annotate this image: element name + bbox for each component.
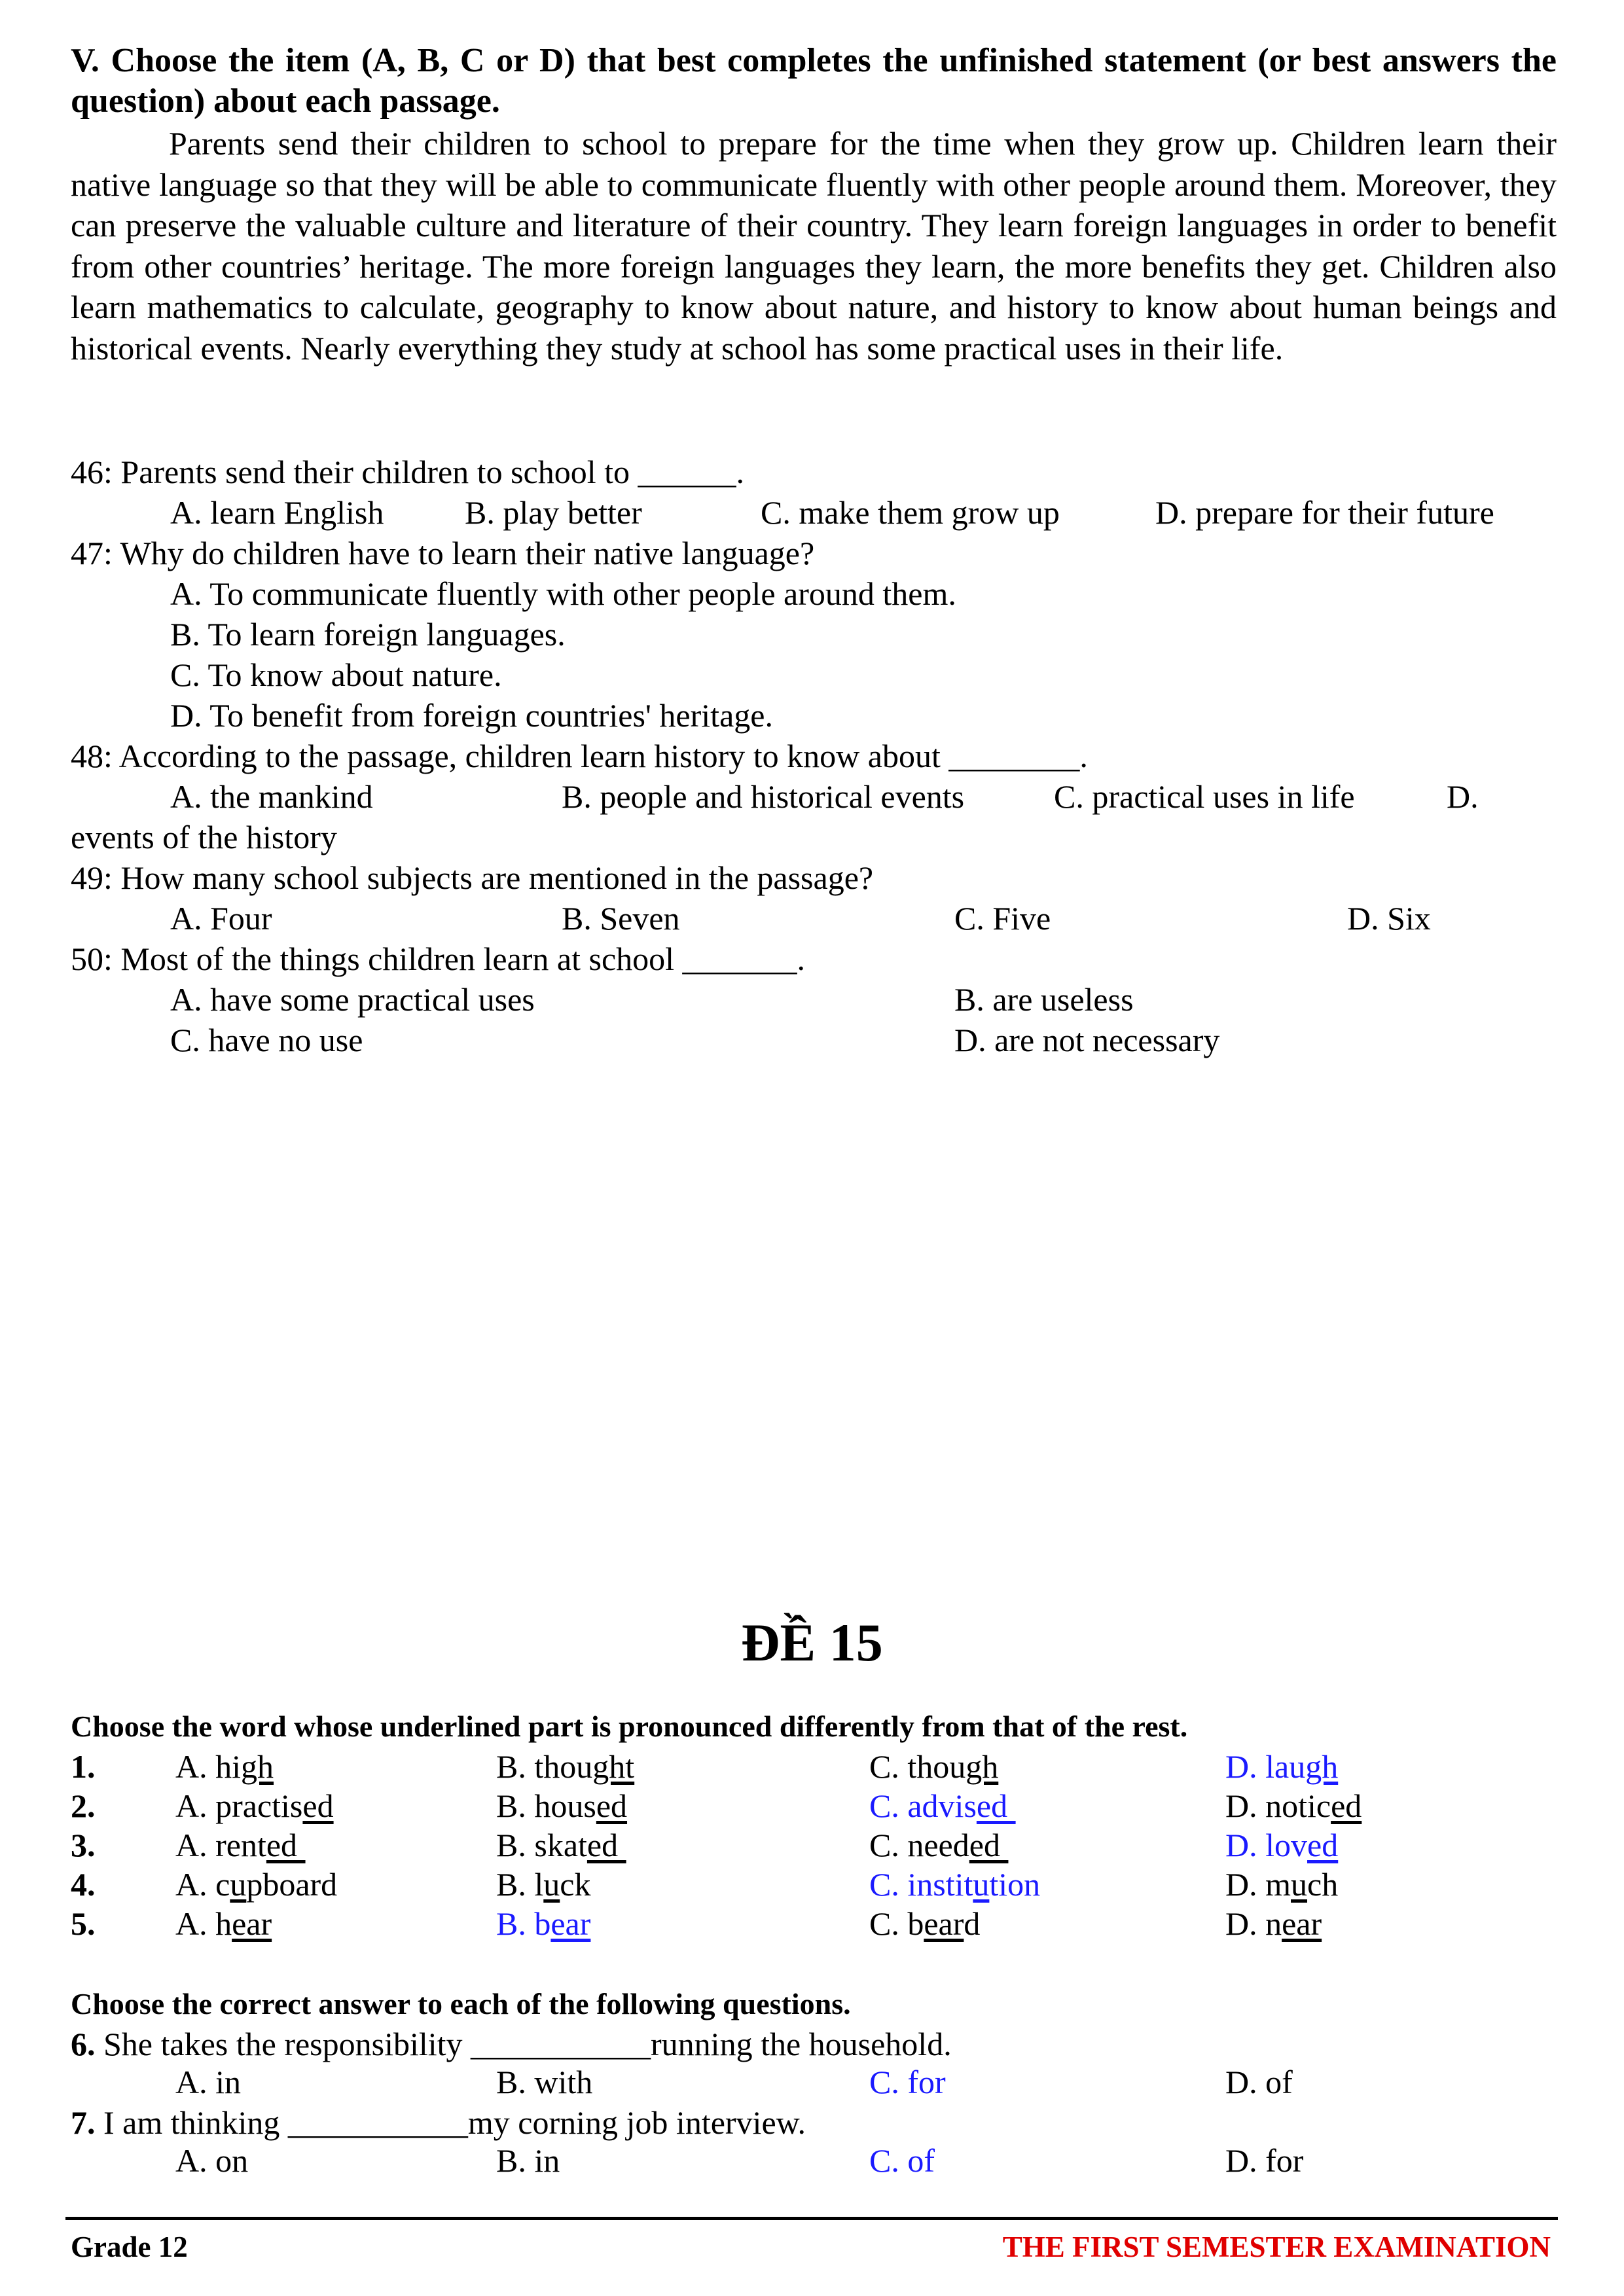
pron-q2-option-d[interactable] — [1225, 1785, 1362, 1826]
q6-option-d[interactable]: D. of — [1225, 2064, 1293, 2100]
word-rest: pboard — [246, 1866, 338, 1903]
pron-q4-option-c[interactable] — [869, 1864, 1040, 1905]
q7-option-a[interactable]: A. on — [175, 2142, 249, 2179]
option-letter: C. — [869, 1748, 908, 1785]
pron-q4-option-a[interactable] — [175, 1864, 337, 1905]
word-rest: ck — [560, 1866, 591, 1903]
underlined-part: u — [1291, 1866, 1308, 1903]
question-46-stem: 46: Parents send their children to school to ______. — [71, 454, 745, 490]
q46-option-c[interactable]: C. make them grow up — [761, 494, 1060, 531]
underlined-part: u — [973, 1866, 990, 1903]
option-letter: D. — [1225, 1866, 1266, 1903]
pron-q5-option-a[interactable] — [175, 1903, 272, 1944]
pron-q2-option-a[interactable] — [175, 1785, 334, 1826]
q49-option-d[interactable]: D. Six — [1347, 900, 1431, 937]
option-letter: D. — [1225, 1787, 1266, 1824]
pron-q1-option-a[interactable] — [175, 1746, 274, 1787]
word-base: l — [534, 1866, 544, 1903]
option-letter: A. — [175, 1866, 216, 1903]
footer-exam-name: THE FIRST SEMESTER EXAMINATION — [1002, 2231, 1551, 2263]
word-base: lau — [1265, 1748, 1306, 1785]
q6-option-b[interactable]: B. with — [496, 2064, 593, 2100]
underlined-part: ght — [592, 1748, 635, 1785]
pron-question-number: 5. — [71, 1905, 96, 1942]
underlined-part: ed — [266, 1827, 306, 1863]
word-base: b — [534, 1905, 551, 1942]
word-base: thou — [907, 1748, 966, 1785]
pron-q3-option-d[interactable] — [1225, 1825, 1338, 1865]
option-letter: C. — [869, 1866, 908, 1903]
underlined-part: ed — [586, 1827, 626, 1863]
word-base: b — [907, 1905, 924, 1942]
exam-title: ĐỀ 15 — [741, 1613, 883, 1672]
question-6-stem — [71, 2024, 952, 2064]
option-letter: D. — [1225, 1748, 1266, 1785]
question-6-number: 6. — [71, 2026, 96, 2062]
q50-option-c[interactable]: C. have no use — [170, 1022, 363, 1058]
option-letter: B. — [496, 1787, 535, 1824]
pron-q1-option-b[interactable] — [496, 1746, 634, 1787]
footer-grade: Grade 12 — [71, 2231, 188, 2263]
underlined-part: gh — [1305, 1748, 1339, 1785]
section-heading: V. Choose the item (A, B, C or D) that best completes the unfinished statement (or best answers the question) about each passage. — [71, 42, 1557, 120]
word-base: h — [215, 1905, 232, 1942]
multiple-choice-heading: Choose the correct answer to each of the following questions. — [71, 1987, 851, 2020]
pronunciation-heading: Choose the word whose underlined part is pronounced differently from that of the rest. — [71, 1710, 1188, 1743]
underlined-part: gh — [241, 1748, 274, 1785]
q47-option-a[interactable]: A. To communicate fluently with other people around them. — [170, 575, 956, 612]
q47-option-c[interactable]: C. To know about nature. — [170, 656, 502, 693]
pron-q5-option-d[interactable] — [1225, 1903, 1322, 1944]
pron-q3-option-a[interactable] — [175, 1825, 306, 1865]
q49-option-c[interactable]: C. Five — [954, 900, 1051, 937]
pron-q4-option-b[interactable] — [496, 1864, 590, 1905]
q48-option-b[interactable]: B. people and historical events — [562, 778, 965, 815]
pron-question-number: 2. — [71, 1787, 96, 1824]
underlined-part: ed — [302, 1787, 334, 1824]
underlined-part: gh — [965, 1748, 999, 1785]
option-letter: A. — [175, 1748, 216, 1785]
option-letter: A. — [175, 1905, 216, 1942]
option-letter: B. — [496, 1905, 535, 1942]
pron-question-number: 3. — [71, 1827, 96, 1863]
underlined-part: ed — [976, 1787, 1016, 1824]
question-7-text: I am thinking ___________my corning job interview. — [95, 2104, 806, 2141]
underlined-part: ed — [969, 1827, 1009, 1863]
q7-option-c[interactable]: C. of — [869, 2142, 935, 2179]
word-rest: d — [964, 1905, 981, 1942]
underlined-part: u — [543, 1866, 560, 1903]
option-letter: D. — [1225, 1827, 1266, 1863]
option-letter: B. — [496, 1748, 535, 1785]
option-letter: A. — [175, 1787, 216, 1824]
pron-q1-option-d[interactable] — [1225, 1746, 1338, 1787]
pron-q2-option-b[interactable] — [496, 1785, 627, 1826]
underlined-part: ear — [550, 1905, 591, 1942]
pron-question-number: 1. — [71, 1748, 96, 1785]
word-base: skat — [534, 1827, 587, 1863]
q48-option-d-label[interactable]: D. — [1447, 778, 1479, 815]
pron-question-number: 4. — [71, 1866, 96, 1903]
q49-option-a[interactable]: A. Four — [170, 900, 272, 937]
q50-option-a[interactable]: A. have some practical uses — [170, 981, 535, 1018]
question-48-stem: 48: According to the passage, children learn history to know about ________. — [71, 738, 1088, 774]
word-rest: ch — [1307, 1866, 1339, 1903]
pron-q5-option-b[interactable] — [496, 1903, 590, 1944]
pron-q2-option-c[interactable] — [869, 1785, 1016, 1826]
word-base: lov — [1265, 1827, 1308, 1863]
question-49-stem: 49: How many school subjects are mentioned in the passage? — [71, 859, 874, 896]
pron-q3-option-b[interactable] — [496, 1825, 626, 1865]
word-base: instit — [907, 1866, 973, 1903]
question-47-stem: 47: Why do children have to learn their native language? — [71, 535, 815, 571]
q7-option-b[interactable]: B. in — [496, 2142, 560, 2179]
q48-option-c[interactable]: C. practical uses in life — [1054, 778, 1355, 815]
option-letter: C. — [869, 1787, 908, 1824]
word-base: advis — [907, 1787, 977, 1824]
option-letter: C. — [869, 1905, 908, 1942]
q48-option-d-text[interactable]: events of the history — [71, 819, 337, 855]
word-base: n — [1265, 1905, 1282, 1942]
underlined-part: ear — [1282, 1905, 1322, 1942]
q46-option-d[interactable]: D. prepare for their future — [1155, 494, 1494, 531]
question-7-stem — [71, 2102, 806, 2143]
q47-option-b[interactable]: B. To learn foreign languages. — [170, 616, 566, 653]
underlined-part: ed — [1307, 1827, 1339, 1863]
word-rest: tion — [989, 1866, 1041, 1903]
pron-q1-option-c[interactable] — [869, 1746, 998, 1787]
word-base: thou — [534, 1748, 593, 1785]
word-base: practis — [215, 1787, 303, 1824]
pron-q3-option-c[interactable] — [869, 1825, 1008, 1865]
pron-q4-option-d[interactable] — [1225, 1864, 1338, 1905]
underlined-part: ed — [596, 1787, 628, 1824]
word-base: rent — [215, 1827, 266, 1863]
question-6-text: She takes the responsibility ___________running the household. — [95, 2026, 952, 2062]
question-7-number: 7. — [71, 2104, 96, 2141]
q6-option-a[interactable]: A. in — [175, 2064, 241, 2100]
q7-option-d[interactable]: D. for — [1225, 2142, 1304, 2179]
word-base: m — [1265, 1866, 1291, 1903]
word-base: notic — [1265, 1787, 1331, 1824]
word-base: need — [907, 1827, 969, 1863]
q48-option-a[interactable]: A. the mankind — [170, 778, 373, 815]
q50-option-b[interactable]: B. are useless — [954, 981, 1134, 1018]
option-letter: B. — [496, 1866, 535, 1903]
q46-option-a[interactable]: A. learn English — [170, 494, 384, 531]
option-letter: C. — [869, 1827, 908, 1863]
pron-q5-option-c[interactable] — [869, 1903, 980, 1944]
question-50-stem: 50: Most of the things children learn at school _______. — [71, 941, 806, 977]
q50-option-d[interactable]: D. are not necessary — [954, 1022, 1220, 1058]
word-base: hous — [534, 1787, 596, 1824]
option-letter: A. — [175, 1827, 216, 1863]
option-letter: B. — [496, 1827, 535, 1863]
word-base: hi — [215, 1748, 242, 1785]
option-letter: D. — [1225, 1905, 1266, 1942]
q47-option-d[interactable]: D. To benefit from foreign countries' heritage. — [170, 697, 773, 734]
underlined-part: u — [230, 1866, 247, 1903]
q49-option-b[interactable]: B. Seven — [562, 900, 680, 937]
word-base: c — [215, 1866, 230, 1903]
q46-option-b[interactable]: B. play better — [465, 494, 642, 531]
reading-passage: Parents send their children to school to prepare for the time when they grow up. Children learn their native language so that they will be able to communicate fluently with other people around them. Moreover, they can preserve the valuable culture and literature of their country. They learn foreign languages in order to benefit from other countries’ heritage. The more foreign languages they learn, the more benefits they get. Children also learn mathematics to calculate, geography to know about nature, and history to know about human beings and historical events. Nearly everything they study at school has some practical uses in their life. — [71, 125, 1557, 367]
underlined-part: ed — [1331, 1787, 1362, 1824]
underlined-part: ear — [924, 1905, 964, 1942]
q6-option-c[interactable]: C. for — [869, 2064, 946, 2100]
footer-divider — [65, 2217, 1558, 2220]
underlined-part: ear — [232, 1905, 272, 1942]
